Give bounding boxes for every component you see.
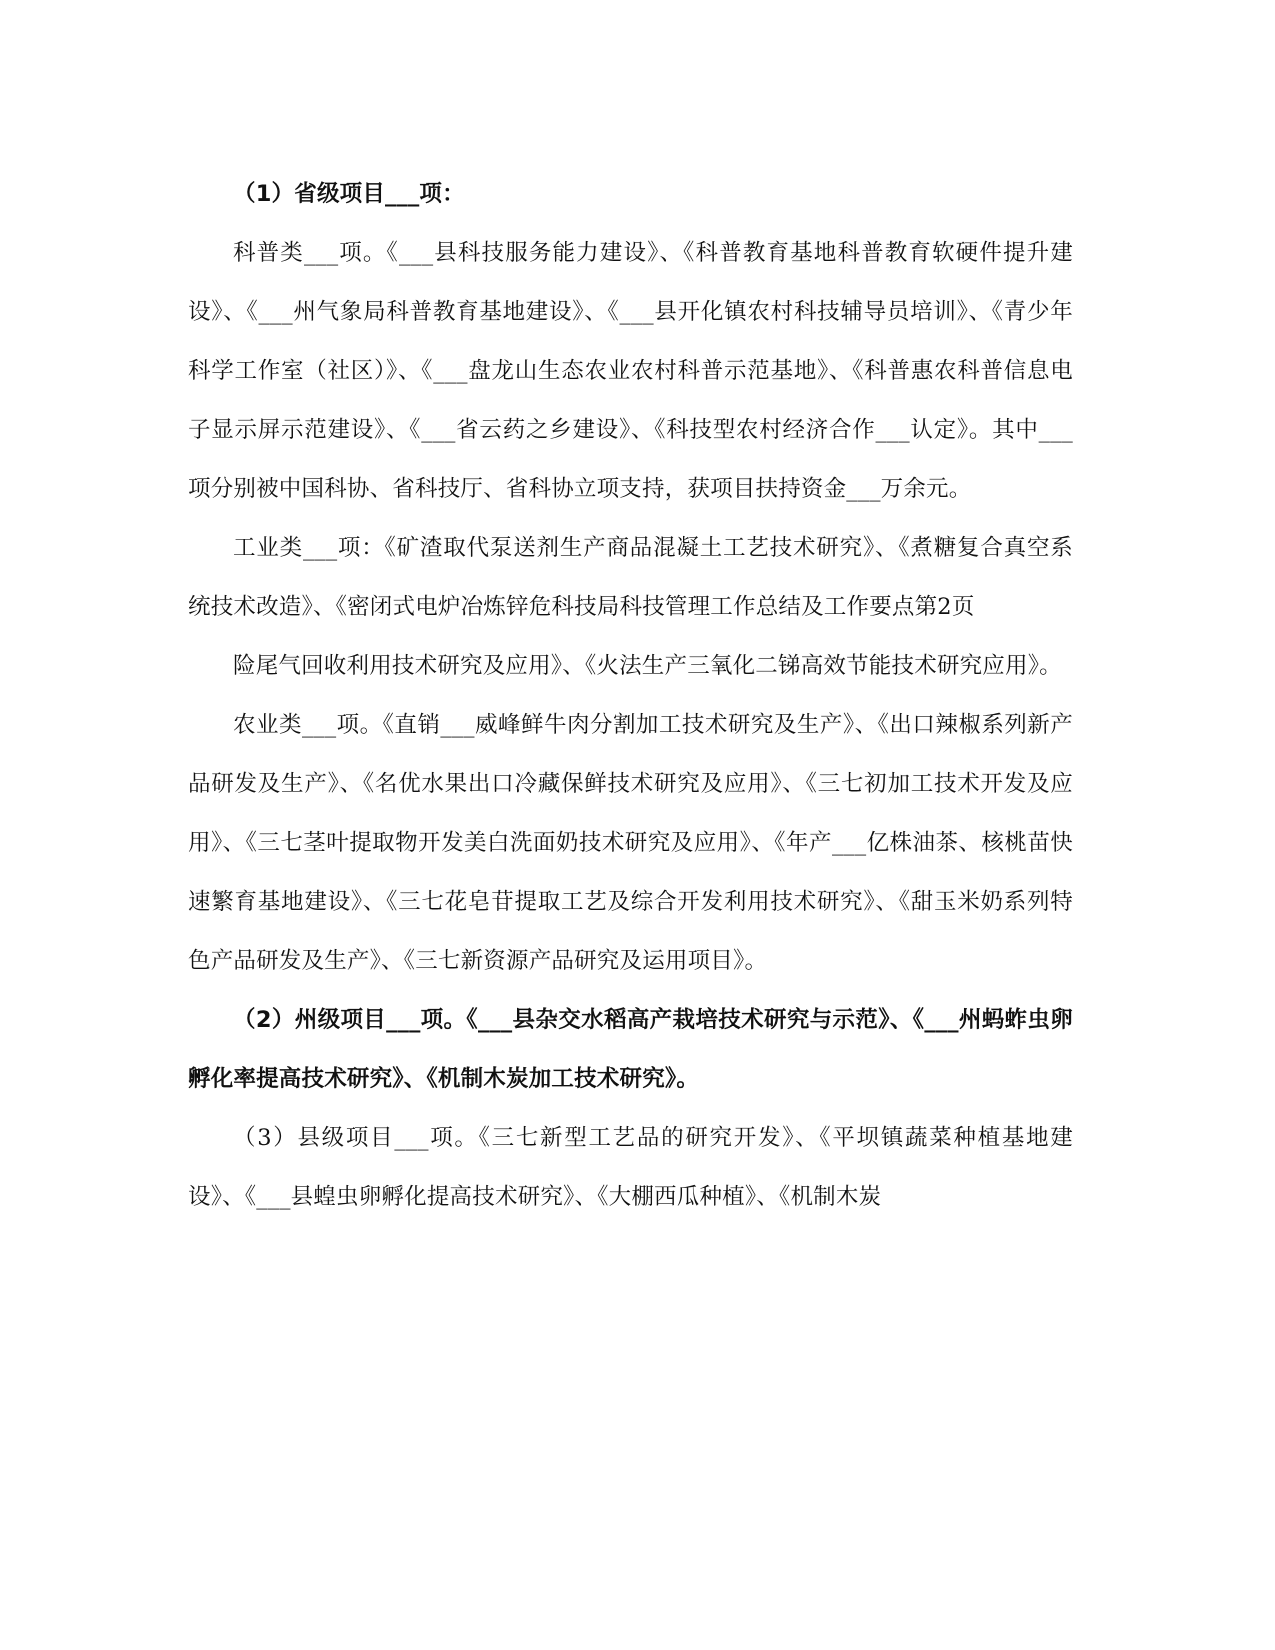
paragraph-agricultural: 农业类___项。《直销___威峰鲜牛肉分割加工技术研究及生产》、《出口辣椒系列新产品研发及生产》、《名优水果出口冷藏保鲜技术研究及应用》、《三七初加工技术开发及应用》、《三七茎叶提取物开发美白洗面奶技术研究及应用》、《年产___亿株油茶、核桃苗快速繁育基地建设》、《三七花皂苷提取工艺及综合开发利用技术研究》、《甜玉米奶系列特色产品研发及生产》、《三七新资源产品研究及运用项目》。 [188,712,1073,974]
section-heading-prefecture: （2）州级项目___项。《___县杂交水稻高产栽培技术研究与示范》、《___州蚂蚱虫卵孵化率提高技术研究》、《机制木炭加工技术研究》。 [188,1007,1073,1092]
document-body [188,165,1073,1227]
paragraph-industrial-continued: 险尾气回收利用技术研究及应用》、《火法生产三氧化二锑高效节能技术研究应用》。 [233,653,1062,679]
paragraph-industrial: 工业类___项：《矿渣取代泵送剂生产商品混凝土工艺技术研究》、《煮糖复合真空系统技术改造》、《密闭式电炉冶炼锌危科技局科技管理工作总结及工作要点第2页 [188,535,1073,620]
section-heading-provincial: （1）省级项目___项： [233,181,465,207]
paragraph-county: （3）县级项目___项。《三七新型工艺品的研究开发》、《平坝镇蔬菜种植基地建设》、《___县蝗虫卵孵化提高技术研究》、《大棚西瓜种植》、《机制木炭 [188,1125,1073,1210]
paragraph-science-popularization: 科普类___项。《___县科技服务能力建设》、《科普教育基地科普教育软硬件提升建设》、《___州气象局科普教育基地建设》、《___县开化镇农村科技辅导员培训》、《青少年科学工作室（社区）》、《___盘龙山生态农业农村科普示范基地》、《科普惠农科普信息电子显示屏示范建设》、《___省云药之乡建设》、《科技型农村经济合作___认定》。其中___项分别被中国科协、省科技厅、省科协立项支持，获项目扶持资金___万余元。 [188,240,1073,502]
